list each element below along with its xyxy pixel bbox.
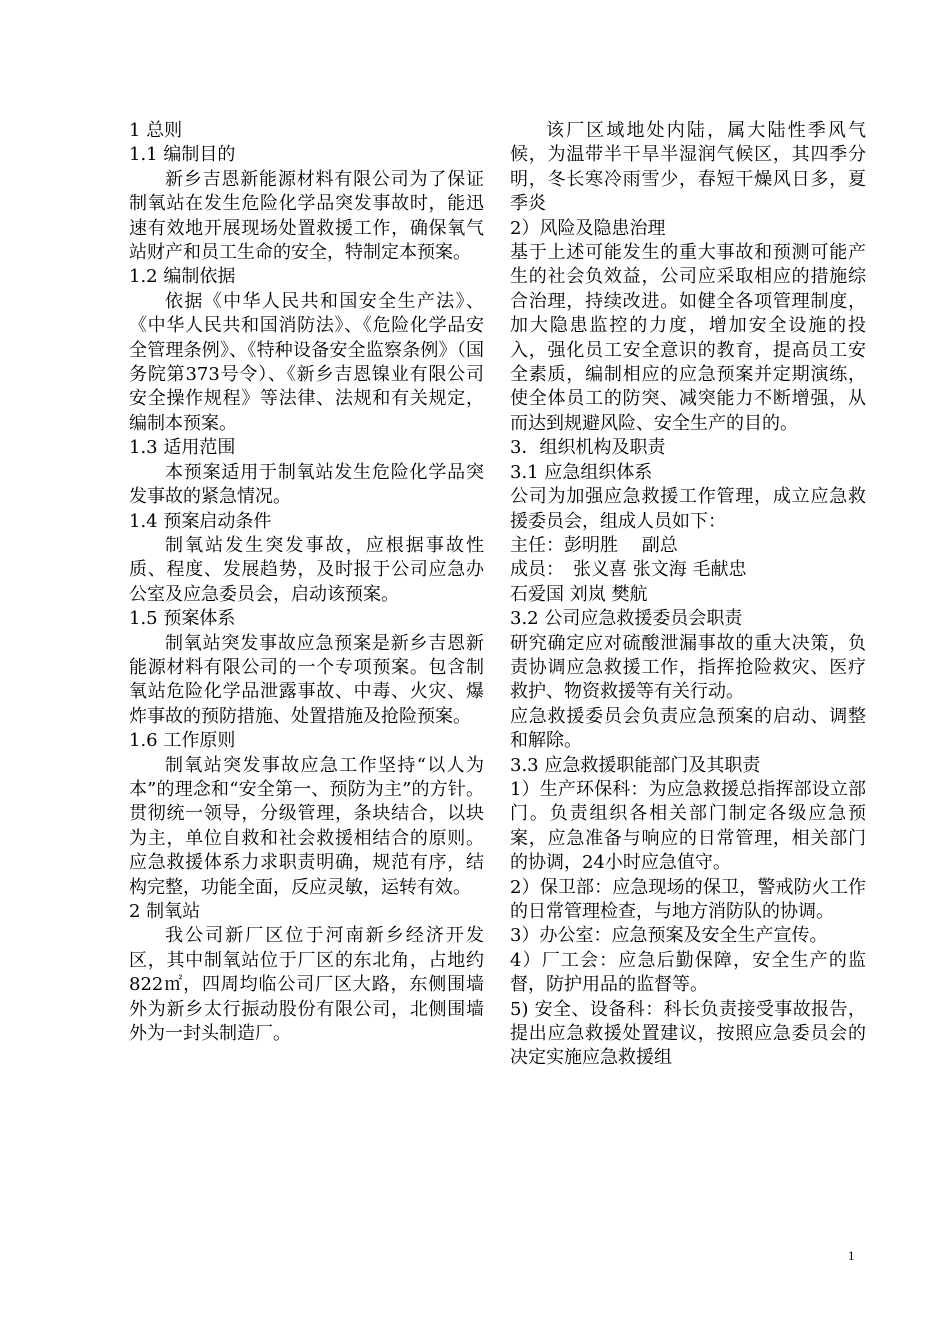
text-line: 5) 安全、设备科：科长负责接受事故报告，提出应急救援处置建议，按照应急委员会的决定实施应急救援组 [510, 998, 866, 1069]
text-line: 1.6 工作原则 [129, 730, 236, 752]
right-column [510, 119, 866, 1071]
text-line: 石爱国 刘岚 樊航 [510, 583, 648, 605]
paragraph: 制氧站发生突发事故，应根据事故性质、程度、发展趋势，及时报于公司应急办公室及应急委员会，启动该预案。 [129, 534, 484, 605]
text-line: 3.2 公司应急救援委员会职责 [510, 608, 743, 630]
paragraph: 依据《中华人民共和国安全生产法》、《中华人民共和国消防法》、《危险化学品安全管理条例》、《特种设备安全监察条例》（国务院第373号令）、《新乡吉恩镍业有限公司安全操作规程》等法律、法规和有关规定，编制本预案。 [129, 290, 484, 434]
text-line: 3.3 应急救援职能部门及其职责 [510, 754, 761, 776]
text-line: 2）风险及隐患治理 [510, 217, 666, 239]
paragraph: 制氧站突发事故应急工作坚持“以人为本”的理念和“安全第一、预防为主”的方针。贯彻统一领导，分级管理，条块结合，以块为主，单位自救和社会救援相结合的原则。应急救援体系力求职责明确，规范有序，结构完整，功能全面，反应灵敏，运转有效。 [129, 754, 484, 898]
text-line: 主任：彭明胜 副总 [510, 534, 678, 556]
text-line: 2）保卫部：应急现场的保卫，警戒防火工作的日常管理检查，与地方消防队的协调。 [510, 876, 866, 922]
text-line: 2 制氧站 [129, 901, 201, 922]
paragraph: 制氧站突发事故应急预案是新乡吉恩新能源材料有限公司的一个专项预案。包含制氧站危险化学品泄露事故、中毒、火灾、爆炸事故的预防措施、处置措施及抢险预案。 [129, 632, 484, 727]
text-line: 1.1 编制目的 [129, 144, 236, 166]
text-line: 基于上述可能发生的重大事故和预测可能产生的社会负效益，公司应采取相应的措施综合治理，持续改进。如健全各项管理制度，加大隐患监控的力度，增加安全设施的投入，强化员工安全意识的教育，提高员工安全素质，编制相应的应急预案并定期演练，使全体员工的防突、减突能力不断增强，从而达到规避风险、安全生产的目的。 [510, 242, 866, 434]
paragraph: 本预案适用于制氧站发生危险化学品突发事故的紧急情况。 [129, 461, 484, 508]
paragraph: 我公司新厂区位于河南新乡经济开发区，其中制氧站位于厂区的东北角，占地约822㎡，四周均临公司厂区大路，东侧围墙外为新乡太行振动股份有限公司，北侧围墙外为一封头制造厂。 [129, 925, 484, 1045]
text-line: 4）厂工会：应急后勤保障，安全生产的监督，防护用品的监督等。 [510, 949, 866, 996]
paragraph: 新乡吉恩新能源材料有限公司为了保证制氧站在发生危险化学品突发事故时，能迅速有效地开展现场处置救援工作，确保氧气站财产和员工生命的安全，特制定本预案。 [129, 168, 484, 264]
text-line: 公司为加强应急救援工作管理，成立应急救援委员会，组成人员如下： [510, 486, 866, 532]
text-line: 3.1 应急组织体系 [510, 461, 653, 483]
text-line: 1 总则 [129, 120, 183, 141]
text-line: 1）生产环保科：为应急救援总指挥部设立部门。负责组织各相关部门制定各级应急预案，应急准备与响应的日常管理，相关部门的协调，24小时应急值守。 [510, 778, 866, 874]
text-line: 应急救援委员会负责应急预案的启动、调整和解除。 [510, 705, 866, 752]
text-line: 1.2 编制依据 [129, 266, 236, 288]
text-line: 1.4 预案启动条件 [129, 510, 272, 532]
left-column [129, 119, 484, 1046]
text-line: 成员： 张义喜 张文海 毛献忠 [510, 559, 747, 581]
text-line: 3．组织机构及职责 [510, 437, 666, 459]
text-line: 研究确定应对硫酸泄漏事故的重大决策，负责协调应急救援工作，指挥抢险救灾、医疗救护、物资救援等有关行动。 [510, 632, 866, 703]
page-number: 1 [848, 1248, 855, 1263]
paragraph: 该厂区域地处内陆，属大陆性季风气候，为温带半干旱半湿润气候区，其四季分明，冬长寒冷雨雪少，春短干燥风日多，夏季炎 [510, 120, 866, 215]
text-line: 1.5 预案体系 [129, 608, 236, 630]
text-line: 3）办公室：应急预案及安全生产宣传。 [510, 925, 828, 947]
text-line: 1.3 适用范围 [129, 437, 236, 459]
